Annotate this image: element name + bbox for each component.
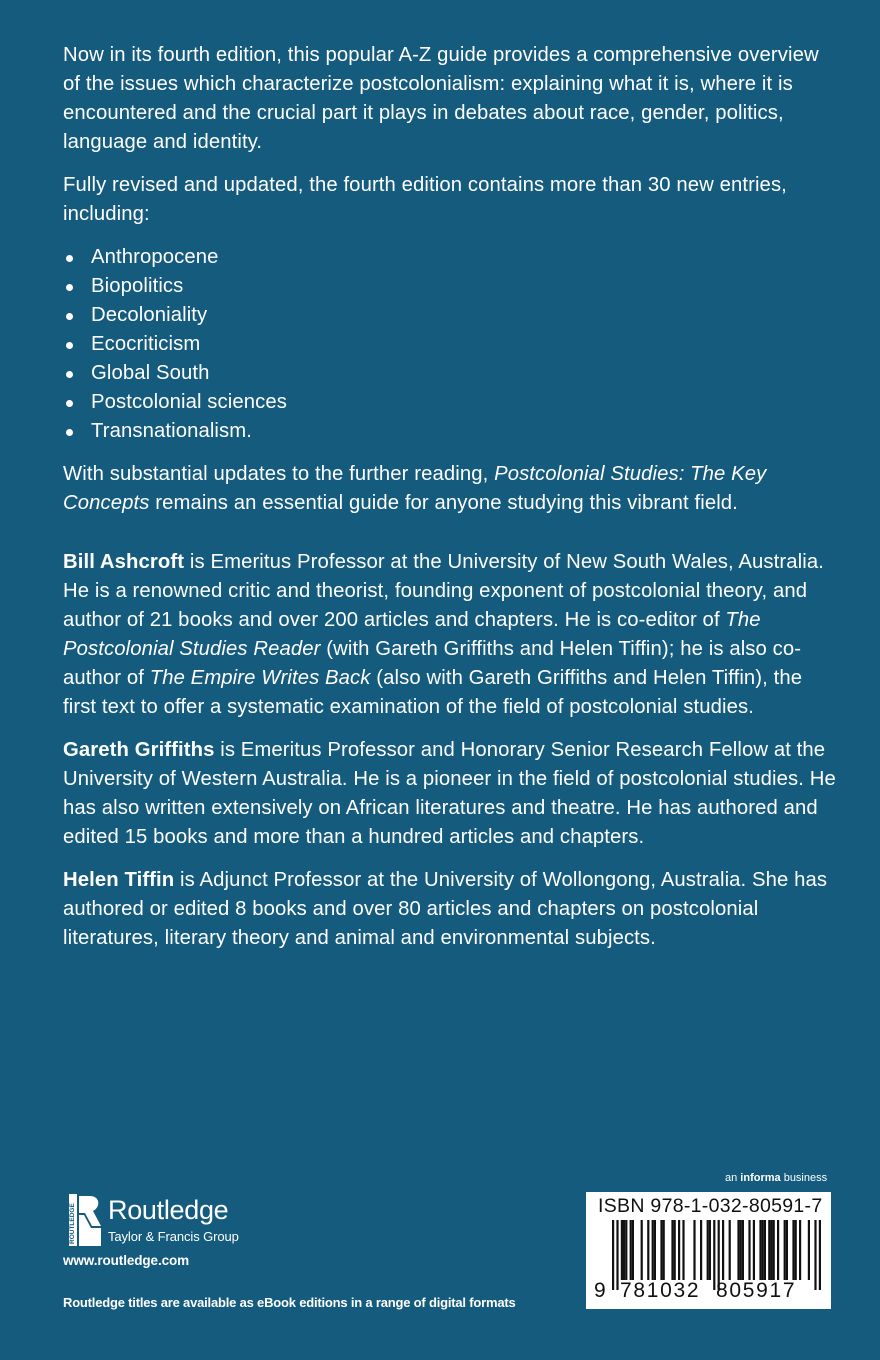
barcode-bar <box>753 1220 755 1280</box>
barcode-bar <box>647 1220 649 1280</box>
book-title: The Postcolonial Studies Reader <box>63 609 761 660</box>
publisher-name: Routledge <box>108 1195 229 1225</box>
barcode-bar <box>700 1220 702 1280</box>
list-item: Anthropocene <box>63 243 841 272</box>
barcode-bar <box>682 1220 684 1280</box>
author-bio-ashcroft: Bill Ashcroft is Emeritus Professor at the University of New South Wales, Australia. He is a renowned critic and theorist, founding exponent of postcolonial theory, and author of 21 books and over 200 articles and chapters. He is co-editor of The Postcolonial Studies Reader (with Gareth Griffiths and Helen Tiffin); he is also co-author of The Empire Writes Back (also with Gareth Griffiths and Helen Tiffin), the first text to offer a systematic examination of the field of postcolonial studies. <box>63 551 824 718</box>
barcode-bar <box>654 1220 656 1280</box>
barcode-bar <box>671 1220 673 1280</box>
intro-paragraph: Now in its fourth edition, this popular A-Z guide provides a comprehensive overview of the issues which characterize postcolonialism: explaining what it is, where it is encountered and the crucial part it plays in debates about race, gender, politics, language and identity. <box>63 44 819 153</box>
isbn-label: ISBN 978-1-032-80591-7 <box>598 1195 823 1217</box>
closing-paragraph: With substantial updates to the further reading, Postcolonial Studies: The Key Concepts remains an essential guide for anyone studying this vibrant field. <box>63 463 767 514</box>
list-item: Postcolonial sciences <box>63 388 841 417</box>
barcode-bar <box>748 1220 750 1280</box>
barcode-bar <box>663 1220 665 1280</box>
ebook-note: Routledge titles are available as eBook editions in a range of digital formats <box>63 1295 516 1310</box>
list-item: Transnationalism. <box>63 417 841 446</box>
barcode-bar <box>770 1220 772 1280</box>
barcode-bar <box>819 1220 821 1290</box>
barcode-bar <box>773 1220 775 1280</box>
barcode-bar <box>792 1220 794 1280</box>
barcode-bar <box>625 1220 627 1280</box>
barcode-bar <box>693 1220 695 1280</box>
barcode-right-digits: 805917 <box>716 1279 797 1302</box>
book-title: The Empire Writes Back <box>149 667 371 689</box>
barcode-bar <box>795 1220 797 1280</box>
barcode-bar <box>612 1220 614 1290</box>
barcode-bar <box>729 1220 731 1280</box>
barcode-bar <box>660 1220 662 1280</box>
barcode-bar <box>678 1220 680 1280</box>
back-cover-text <box>63 41 841 967</box>
new-entries-list <box>63 243 841 446</box>
barcode-bar <box>652 1220 654 1280</box>
author-name: Bill Ashcroft <box>63 551 185 573</box>
author-bio-tiffin: Helen Tiffin is Adjunct Professor at the University of Wollongong, Australia. She has authored or edited 8 books and over 80 articles and chapters on postcolonial literatures, literary theory and animal and environmental subjects. <box>63 869 828 949</box>
publisher-group: Taylor & Francis Group <box>108 1229 239 1244</box>
list-item: Decoloniality <box>63 301 841 330</box>
informa-business-tag: an informa business <box>725 1172 828 1184</box>
barcode-bar <box>740 1220 742 1280</box>
list-item: Ecocriticism <box>63 330 841 359</box>
barcode-bar <box>784 1220 786 1280</box>
barcode-bar <box>621 1220 623 1280</box>
list-item: Biopolitics <box>63 272 841 301</box>
barcode-bar <box>742 1220 744 1280</box>
book-title: Postcolonial Studies: The Key Concepts <box>63 463 767 514</box>
barcode-bar <box>777 1220 779 1280</box>
barcode-bar <box>764 1220 766 1280</box>
barcode-bar <box>759 1220 761 1280</box>
barcode-bar <box>786 1220 788 1280</box>
revised-paragraph: Fully revised and updated, the fourth edition contains more than 30 new entries, including: <box>63 174 787 225</box>
barcode-bar <box>799 1220 801 1280</box>
barcode-left-digits: 781032 <box>620 1279 701 1302</box>
barcode-bar <box>632 1220 634 1280</box>
list-item: Global South <box>63 359 841 388</box>
routledge-logo-icon <box>63 1192 103 1248</box>
barcode-bar <box>768 1220 770 1280</box>
barcode-bar <box>674 1220 676 1280</box>
barcode-bar <box>641 1220 643 1280</box>
barcode-bar <box>709 1220 711 1280</box>
logo-spine-text: ROUTLEDGE <box>69 1203 76 1244</box>
author-name: Helen Tiffin <box>63 869 175 891</box>
barcode-bar <box>707 1220 709 1280</box>
barcode-bar <box>623 1220 625 1280</box>
author-bio-griffiths: Gareth Griffiths is Emeritus Professor and Honorary Senior Research Fellow at the University of Western Australia. He is a pioneer in the field of postcolonial studies. He has also written extensively on African literatures and theatre. He has authored and edited 15 books and more than a hundred articles and chapters. <box>63 739 836 848</box>
isbn-barcode <box>586 1192 831 1309</box>
barcode-bar <box>722 1220 724 1280</box>
barcode-bar <box>630 1220 632 1280</box>
barcode-bar <box>762 1220 764 1280</box>
publisher-url: www.routledge.com <box>63 1253 190 1268</box>
barcode-bar <box>616 1220 618 1290</box>
barcode-bar <box>808 1220 810 1280</box>
barcode-lead-digit: 9 <box>594 1279 608 1302</box>
author-name: Gareth Griffiths <box>63 739 215 761</box>
barcode-bar <box>737 1220 739 1280</box>
barcode-bar <box>814 1220 816 1290</box>
